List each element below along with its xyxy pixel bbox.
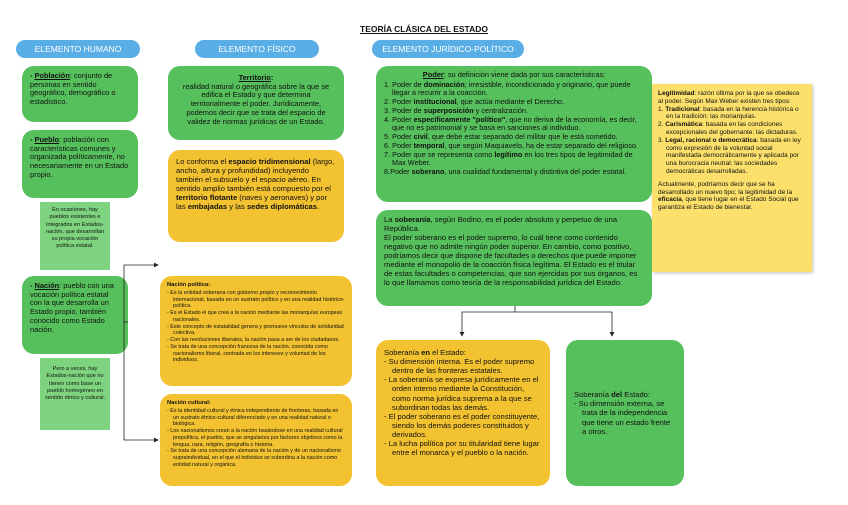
legitimidad-list: [658, 106, 806, 176]
arrow-to-nacion-cultural: [124, 322, 158, 440]
soberania-del-list: [574, 399, 676, 435]
poder-box: [376, 66, 652, 202]
list-item: - El poder soberano es el poder constituyente, siendo los demás poderes constituidos y derivados.: [384, 412, 542, 439]
list-item: - Su dimensión interna. Es el poder supremo dentro de las fronteras estatales.: [384, 357, 542, 375]
pueblo-note: En ocasiones, hay pueblos existentes e integrados en Estados-nación, que desarrollan su propia vocación política estatal.: [40, 202, 110, 270]
arrow-to-nacion-politica: [124, 265, 158, 322]
legitimidad-outro: Actualmente, podríamos decir que se ha desarrollado un nuevo tipo; la legitimidad de la eficacia, que tiene lugar en el Estado Social que garantiza el Estado de bienestar.: [658, 180, 799, 212]
list-item: 1. Tradicional: basada en la herencia histórica o en la tradición: las monarquías.: [658, 105, 799, 121]
legitimidad-intro: : razón última por la que se obedece al poder. Según Max Weber existen tres tipos:: [658, 90, 800, 105]
pueblo-box: - Pueblo: población con características comunes y organizada políticamente, no necesariamente en un Estado propio.: [22, 130, 138, 198]
list-item: 7. Poder que se representa como legítimo en los tres tipos de legitimidad de Max Weber.: [384, 149, 633, 168]
list-item: 1. Poder de dominación; irresistible, incondicionado y originario, que puede llegar a recurrir a la coacción.: [384, 79, 631, 98]
nacion-note: Pero a veces, hay Estados-nación que no tienen como base un pueblo homogéneo en sentido étnico y cultural.: [40, 358, 110, 430]
pueblo-label: Pueblo: [34, 135, 60, 144]
list-item: 5. Poder civil, que debe estar separado del militar que le está sometido.: [384, 132, 618, 142]
nacion-text: : pueblo con una vocación política estatal con la que desarrolla un Estado propio, también conocido como Estado nación.: [30, 281, 114, 334]
list-item: - La soberanía se expresa jurídicamente en el orden interno mediante la Constitución, como norma jurídica suprema a la que se subordinan todas las demás.: [384, 375, 542, 411]
nacion-label: Nación: [34, 281, 60, 290]
list-item: - La lucha política por su titularidad tiene lugar entre el monarca y el pueblo o la nación.: [384, 439, 542, 457]
list-item: - Es la entidad soberana con gobierno propio y reconocimiento internacional, basada en un sustrato político y en una realidad histórico-política.: [167, 290, 345, 310]
list-item: - Los nacionalismos crean a la nación basándose en una realidad cultural prepolítica, el pueblo, que se singulariza por factores objetivos como la lengua, raza, religión, geografía o historia.: [167, 428, 345, 448]
poblacion-label: Población: [34, 71, 70, 80]
poder-label: Poder: [422, 70, 444, 79]
list-item: 3. Legal, racional o democrática: basada en ley como expresión de la voluntad social manifestada democráticamente y aplicada por una burocracia neutral: las sociedades democráticas desarrolladas.: [658, 136, 801, 175]
header-elemento-humano: ELEMENTO HUMANO: [16, 40, 140, 58]
list-item: 6. Poder temporal, que según Maquiavelo, ha de estar separado del religioso.: [384, 140, 638, 150]
list-item: 3. Poder de superposición y centralización.: [384, 105, 529, 115]
territorio-text: realidad natural o geográfica sobre la que se edifica el Estado y que determina territorialmente el poder. Jurídicamente, podemos decir que se trata del espacio de validez de normas jurídicas de un Estado.: [182, 81, 330, 126]
list-item: - Es el Estado el que crea a la nación mediante las monarquías europeas nacionales.: [167, 310, 345, 324]
list-item: - Se trata de una concepción alemana de la nación y de un nacionalismo supraindividual, en el que el individuo se subordina a la nación como entidad natural y orgánica.: [167, 448, 345, 468]
soberania-del-title: Soberanía del Estado:: [574, 390, 651, 400]
poblacion-text: : conjunto de personas en sentido geográfico, demográfico o estadístico.: [30, 71, 116, 107]
soberania-box: [376, 210, 652, 306]
soberania-en-title: Soberanía en el Estado:: [384, 348, 466, 357]
nacion-politica-box: [160, 276, 352, 386]
territorio-label: Territorio: [238, 73, 271, 82]
list-item: - Su dimensión externa, se trata de la independencia que tiene un estado frente a otros.: [574, 399, 676, 435]
nacion-cultural-title: Nación cultural:: [167, 400, 211, 406]
poder-list: [384, 81, 644, 177]
legitimidad-note: [652, 84, 812, 272]
poblacion-box: - Población: conjunto de personas en sentido geográfico, demográfico o estadístico.: [22, 66, 138, 122]
nacion-cultural-box: [160, 394, 352, 486]
nacion-politica-title: Nación política:: [167, 282, 211, 288]
legitimidad-label: Legitimidad: [658, 90, 695, 97]
nacion-cultural-list: [167, 408, 345, 469]
arrow-to-soberania-del: [515, 312, 612, 336]
list-item: - Con las revoluciones liberales, la nación pasa a ser de los ciudadanos.: [167, 337, 345, 344]
soberania-del-box: [566, 340, 684, 486]
list-item: 8.Poder soberano, una cualidad fundamental y distintiva del poder estatal.: [384, 167, 627, 177]
list-item: 4. Poder específicamente "político", que no deriva de la economía, es decir, que no es patrimonial y se basa en sanciones al individuo.: [384, 114, 637, 133]
header-elemento-juridico: ELEMENTO JURÍDICO-POLÍTICO: [372, 40, 524, 58]
soberania-body: El poder soberano es el poder supremo, lo cuál tiene como contenido negativo que no admite ningún poder superior. En cambio, como positivo, podríamos decir que dispone de facultades o derechos que puede imponer mediante el monopolio de la coacción física legítima. El Estado es el titular de estas facultades o competencias, que son ejercidas por sus órganos, es lo que llamamos como teoría de la responsabilidad jurídica del Estado.: [384, 232, 638, 287]
espacio-tridimensional-box: Lo conforma el espacio tridimensional (largo, ancho, altura y profundidad) incluyendo también el subsuelo y el espacio aéreo. En sentido amplio también está compuesto por el territorio flotante (naves y aeronaves) y por las embajadas y las sedes diplomáticas.: [168, 150, 344, 242]
poder-intro: : su definición viene dada por sus características:: [443, 70, 606, 79]
nacion-politica-list: [167, 290, 345, 364]
soberania-intro: La soberanía, según Bodino, es el poder absoluto y perpetuo de una República.: [384, 215, 618, 233]
territorio-box: Territorio: realidad natural o geográfica sobre la que se edifica el Estado y que determina territorialmente el poder. Jurídicamente, podemos decir que se trata del espacio de validez de normas jurídicas de un Estado.: [168, 66, 344, 140]
header-elemento-fisico: ELEMENTO FÍSICO: [195, 40, 319, 58]
list-item: - Este concepto de estatalidad genera y promueve vínculos de solidaridad colectiva.: [167, 324, 345, 338]
pueblo-text: : población con características comunes y organizada políticamente, no necesariamente en un Estado propio.: [30, 135, 129, 179]
list-item: - Se trata de una concepción francesa de la nación, conocida como nacionalismo liberal, centrada en los intereses y voluntad de los individuos.: [167, 344, 345, 364]
list-item: 2. Carismática: basada en las condiciones excepcionales del gobernante: las dictaduras.: [658, 121, 798, 136]
nacion-box: - Nación: pueblo con una vocación política estatal con la que desarrolla un Estado propio, también conocido como Estado nación.: [22, 276, 128, 354]
page-title: TEORÍA CLÁSICA DEL ESTADO: [360, 24, 488, 34]
list-item: - Es la identidad cultural y étnica independiente de fronteras, basada en un sustrato étnico-cultural diferenciado y en una realidad natural o biológica.: [167, 408, 345, 428]
soberania-en-list: [384, 357, 542, 457]
soberania-en-box: [376, 340, 550, 486]
list-item: 2. Poder institucional, que actúa mediante el Derecho.: [384, 97, 565, 107]
